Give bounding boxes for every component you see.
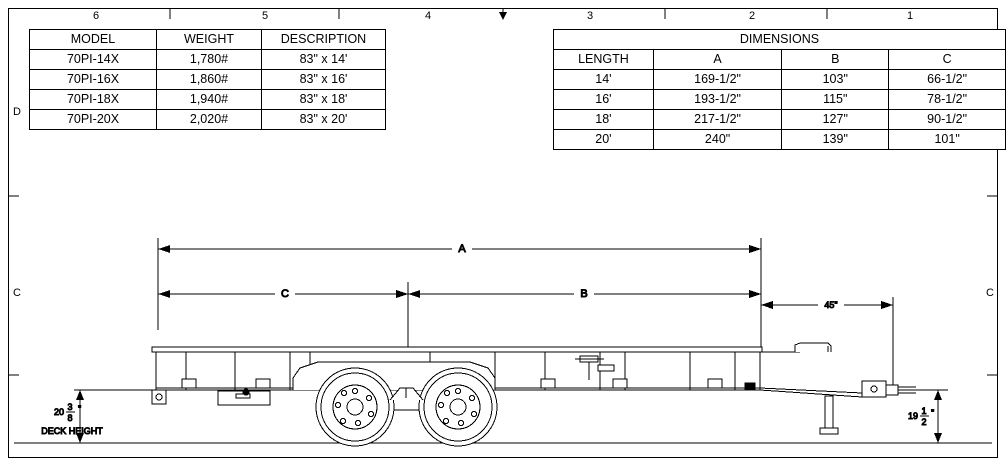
cell-c: 90-1/2" (889, 110, 1006, 130)
deck-height-unit: " (78, 404, 82, 414)
zone-label-right-c: C (986, 287, 994, 299)
dim-b-label: B (580, 288, 588, 300)
zone-label-top-5: 5 (261, 10, 269, 22)
cell-b: 115" (782, 90, 889, 110)
cell-c: 66-1/2" (889, 70, 1006, 90)
zone-label-top-2: 2 (748, 10, 756, 22)
cell-c: 78-1/2" (889, 90, 1006, 110)
cell-model: 70PI-20X (30, 110, 157, 130)
zone-label-left-d: D (13, 106, 21, 118)
cell-length: 20' (554, 130, 654, 150)
coupler-height-value: 19 (907, 411, 918, 421)
deck-height-frac-numerator: 3 (67, 402, 73, 412)
cell-description: 83" x 20' (262, 110, 386, 130)
zone-label-left-c: C (13, 287, 21, 299)
cell-b: 139" (782, 130, 889, 150)
coupler-height-frac-denominator: 2 (921, 417, 927, 427)
deck-height-caption: DECK HEIGHT (41, 426, 103, 436)
cell-model: 70PI-14X (30, 50, 157, 70)
col-header-a: A (653, 50, 781, 70)
col-header-length: LENGTH (554, 50, 654, 70)
cell-a: 193-1/2" (653, 90, 781, 110)
cell-weight: 1,860# (157, 70, 262, 90)
cell-weight: 1,940# (157, 90, 262, 110)
zone-label-top-4: 4 (424, 10, 432, 22)
cell-length: 16' (554, 90, 654, 110)
zone-label-top-3: 3 (586, 10, 594, 22)
zone-label-top-1: 1 (906, 10, 914, 22)
cell-a: 217-1/2" (653, 110, 781, 130)
dimensions-title: DIMENSIONS (554, 30, 1006, 50)
cell-model: 70PI-16X (30, 70, 157, 90)
cell-length: 14' (554, 70, 654, 90)
cell-c: 101" (889, 130, 1006, 150)
dim-a-label: A (458, 243, 466, 255)
deck-height-value: 20 (53, 407, 64, 417)
dim-c-label: C (281, 288, 289, 300)
col-header-c: C (889, 50, 1006, 70)
cell-weight: 2,020# (157, 110, 262, 130)
cell-description: 83" x 16' (262, 70, 386, 90)
col-header-weight: WEIGHT (157, 30, 262, 50)
cell-description: 83" x 18' (262, 90, 386, 110)
cell-a: 169-1/2" (653, 70, 781, 90)
dim-45-label: 45" (824, 300, 838, 310)
col-header-model: MODEL (30, 30, 157, 50)
coupler-height-unit: " (931, 408, 935, 418)
cell-model: 70PI-18X (30, 90, 157, 110)
zone-label-top-6: 6 (92, 10, 100, 22)
cell-description: 83" x 14' (262, 50, 386, 70)
cell-a: 240" (653, 130, 781, 150)
cell-length: 18' (554, 110, 654, 130)
coupler-height-frac-numerator: 1 (921, 406, 927, 416)
deck-height-frac-denominator: 8 (67, 413, 73, 423)
col-header-b: B (782, 50, 889, 70)
cell-b: 127" (782, 110, 889, 130)
col-header-description: DESCRIPTION (262, 30, 386, 50)
cell-weight: 1,780# (157, 50, 262, 70)
cell-b: 103" (782, 70, 889, 90)
